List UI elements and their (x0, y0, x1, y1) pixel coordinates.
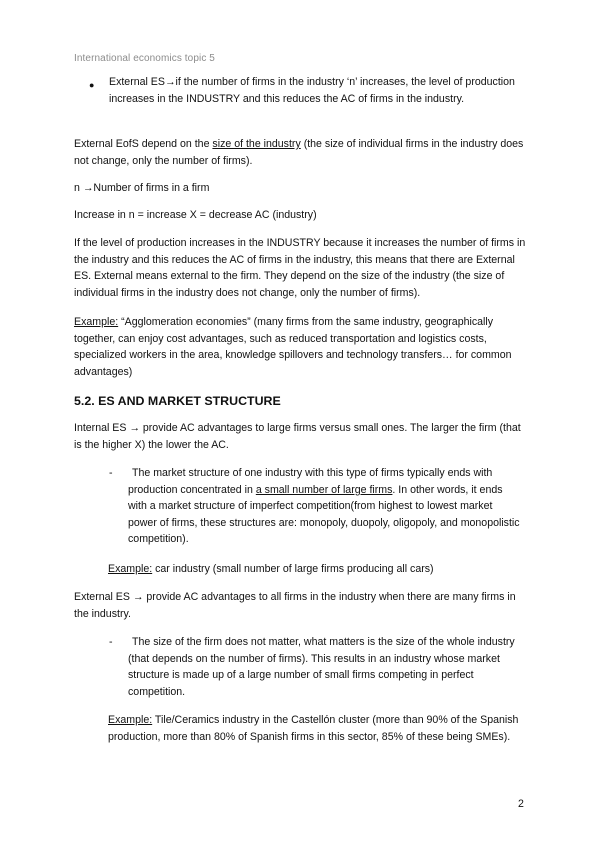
example-tile (108, 712, 524, 745)
internal-es-paragraph: Internal ES → provide AC advantages to large firms versus small ones. The larger the firm (that is the higher X) the lower the AC. (74, 422, 521, 451)
n-definition: n →Number of firms in a firm (74, 182, 210, 194)
bullet-external-es: External ES→if the number of firms in the industry ‘n’ increases, the level of production increases in the INDUSTRY and this reduces the AC of firms in the industry. (109, 76, 515, 105)
internal-dash-before: The market structure of one industry with this type of firms typically ends with production concentrated in (128, 467, 493, 496)
external-eofs-after: (the size of individual firms in the industry does not change, only the number of firms). (74, 138, 524, 167)
external-eofs-paragraph (74, 136, 528, 169)
example-text: car industry (small number of large firms producing all cars) (152, 563, 434, 575)
external-es-paragraph: External ES → provide AC advantages to all firms in the industry when there are many firms in the industry. (74, 591, 516, 620)
dash-marker: - (109, 636, 113, 648)
example-label: Example: (74, 316, 119, 328)
example-text: Tile/Ceramics industry in the Castellón cluster (more than 90% of the Spanish production, more than 80% of Spanish firms in this sector, 85% of these being SMEs). (108, 714, 519, 743)
example-text: “Agglomeration economies” (many firms from the same industry, geographically together, can enjoy cost advantages, such as reduced transportation and logistics costs, specialized workers in the area, knowledge spillovers and technology transfers… for common advantages) (74, 316, 512, 378)
dash-marker: - (109, 467, 113, 479)
production-paragraph: If the level of production increases in the INDUSTRY because it increases the number of firms in the industry and this reduces the AC of firms in the industry, this means that there are External ES. External means external to the firm. They depend on the size of the industry (the size of individual firms in the industry does not change, only the number of firms). (74, 237, 526, 299)
example-label: Example: (108, 563, 153, 575)
bullet-marker: ● (89, 80, 95, 90)
internal-dash-paragraph (128, 465, 524, 548)
external-eofs-before: External EofS depend on the (74, 138, 213, 150)
example-car (108, 561, 524, 578)
section-heading: 5.2. ES AND MARKET STRUCTURE (74, 394, 281, 408)
external-dash-paragraph: The size of the firm does not matter, what matters is the size of the whole industry (that depends on the number of firms). This results in an industry whose market structure is made up of a large number of small firms competing in perfect competition. (128, 636, 515, 698)
internal-dash-after: . In other words, it ends with a market structure of imperfect competition(from highest to lowest market power of firms, these structures are: monopoly, duopoly, oligopoly, and monopolistic competition). (128, 483, 520, 546)
size-of-industry-underline: size of the industry (212, 138, 301, 150)
increase-line: Increase in n = increase X = decrease AC (industry) (74, 209, 317, 221)
running-header: International economics topic 5 (74, 53, 215, 64)
small-number-large-firms-underline: a small number of large firms (255, 483, 393, 496)
example-agglomeration (74, 314, 528, 380)
example-label: Example: (108, 714, 153, 726)
page-number: 2 (518, 798, 524, 810)
